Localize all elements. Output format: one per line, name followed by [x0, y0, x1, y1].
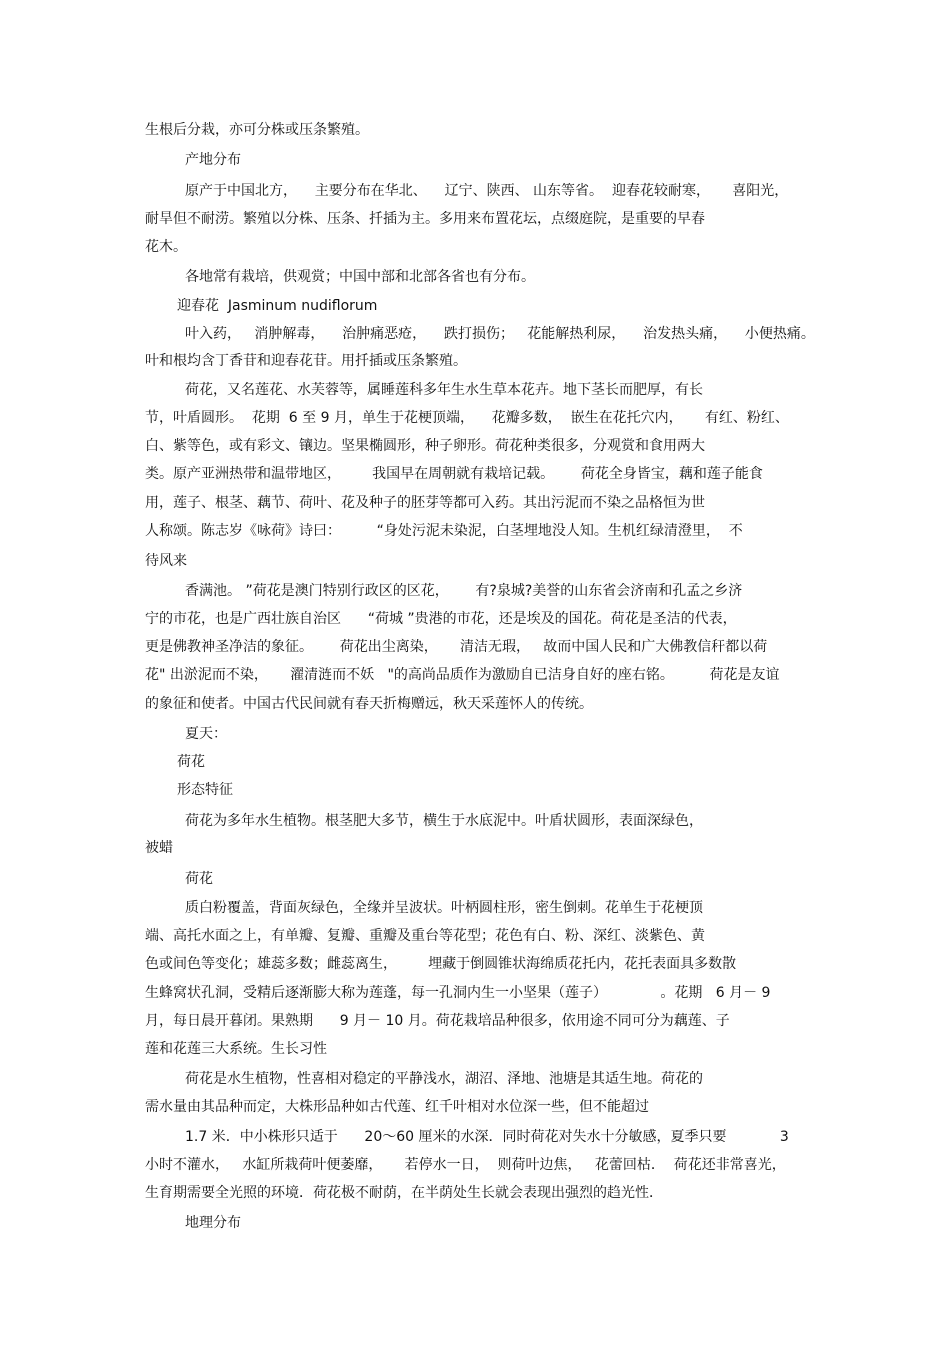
- heading-morphology: 形态特征: [177, 782, 233, 798]
- text-line: 荷花，又名莲花、水芙蓉等，属睡莲科多年生水生草本花卉。地下茎长而肥厚，有长: [185, 382, 703, 398]
- text-line: 生蜂窝状孔洞，受精后逐渐膨大称为莲蓬，每一孔洞内生一小坚果（莲子） 。花期 6 月－ 9: [145, 985, 771, 1001]
- text-line: 花木。: [145, 239, 187, 255]
- text-line: 质白粉覆盖，背面灰绿色，全缘并呈波状。叶柄圆柱形，密生倒刺。花单生于花梗顶: [185, 900, 703, 916]
- text-line: 1.7 米．中小株形只适于 20～60 厘米的水深．同时荷花对失水十分敏感，夏季只要 3: [185, 1129, 789, 1145]
- text-line: 荷花为多年水生植物。根茎肥大多节，横生于水底泥中。叶盾状圆形，表面深绿色，: [185, 813, 703, 829]
- text-line: 月，每日晨开暮闭。果熟期 9 月－ 10 月。荷花栽培品种很多，依用途不同可分为藕莲、子: [145, 1013, 730, 1029]
- text-line: 花" 出淤泥而不染， 濯清涟而不妖 "的高尚品质作为激励自已洁身自好的座右铭。 荷花是友谊: [145, 667, 780, 683]
- text-line: 需水量由其品种而定，大株形品种如古代莲、红千叶相对水位深一些，但不能超过: [145, 1099, 649, 1115]
- text-line: 耐旱但不耐涝。繁殖以分株、压条、扦插为主。多用来布置花坛，点缀庭院，是重要的早春: [145, 211, 705, 227]
- text-line: 端、高托水面之上，有单瓣、复瓣、重瓣及重台等花型；花色有白、粉、深红、淡紫色、黄: [145, 928, 705, 944]
- text-line: 各地常有栽培，供观赏；中国中部和北部各省也有分布。: [185, 269, 535, 285]
- text-line: 原产于中国北方， 主要分布在华北、 辽宁、陕西、 山东等省。 迎春花较耐寒， 喜阳光，: [185, 183, 789, 199]
- text-line: 色或间色等变化；雄蕊多数；雌蕊离生， 埋藏于倒圆锥状海绵质花托内，花托表面具多数散: [145, 956, 737, 972]
- text-line: 生根后分栽，亦可分株或压条繁殖。: [145, 122, 369, 138]
- text-line: 被蜡: [145, 840, 173, 856]
- text-line: 节，叶盾圆形。 花期 6 至 9 月，单生于花梗顶端， 花瓣多数， 嵌生在花托穴内， 有红、粉红、: [145, 410, 789, 426]
- text-line: 的象征和使者。中国古代民间就有春天折梅赠远，秋天采莲怀人的传统。: [145, 696, 593, 712]
- section-heading-geography: 地理分布: [185, 1215, 241, 1231]
- text-line: 待风来: [145, 553, 187, 569]
- text-line: 用，莲子、根茎、藕节、荷叶、花及种子的胚芽等都可入药。其出污泥而不染之品格恒为世: [145, 495, 705, 511]
- text-line: 香满池。 ”荷花是澳门特别行政区的区花， 有?泉城?美誉的山东省会济南和孔孟之乡济: [185, 583, 743, 599]
- text-line: 宁的市花，也是广西壮族自治区 “荷城 ”贵港的市花，还是埃及的国花。荷花是圣洁的代表，: [145, 611, 737, 627]
- text-line: 生育期需要全光照的环境．荷花极不耐荫，在半荫处生长就会表现出强烈的趋光性．: [145, 1185, 663, 1201]
- text-line: 类。原产亚洲热带和温带地区， 我国早在周朝就有栽培记载。 荷花全身皆宝，藕和莲子能食: [145, 466, 763, 482]
- text-line: 小时不灌水， 水缸所栽荷叶便萎靡， 若停水一日， 则荷叶边焦， 花蕾回枯． 荷花还非常喜光，: [145, 1157, 786, 1173]
- section-heading-origin: 产地分布: [185, 152, 241, 168]
- text-line: 莲和花莲三大系统。生长习性: [145, 1041, 327, 1057]
- text-line: 白、紫等色，或有彩文、镶边。坚果椭圆形，种子卵形。荷花种类很多，分观赏和食用两大: [145, 438, 705, 454]
- text-line: 人称颂。陈志岁《咏荷》诗曰： “身处污泥未染泥，白茎埋地没人知。生机红绿清澄里， 不: [145, 523, 743, 539]
- heading-lotus-2: 荷花: [185, 871, 213, 887]
- text-line: 荷花是水生植物，性喜相对稳定的平静浅水，湖沼、泽地、池塘是其适生地。荷花的: [185, 1071, 703, 1087]
- heading-summer: 夏天：: [185, 726, 227, 742]
- heading-jasmine: 迎春花 Jasminum nudiflorum: [177, 298, 378, 314]
- text-line: 叶和根均含丁香苷和迎春花苷。用扦插或压条繁殖。: [145, 353, 467, 369]
- text-line: 更是佛教神圣净洁的象征。 荷花出尘离染， 清洁无瑕， 故而中国人民和广大佛教信秆都以荷: [145, 639, 768, 655]
- heading-lotus: 荷花: [177, 754, 205, 770]
- text-line: 叶入药， 消肿解毒， 治肿痛恶疮， 跌打损伤； 花能解热利尿， 治发热头痛， 小便热痛。: [185, 326, 815, 342]
